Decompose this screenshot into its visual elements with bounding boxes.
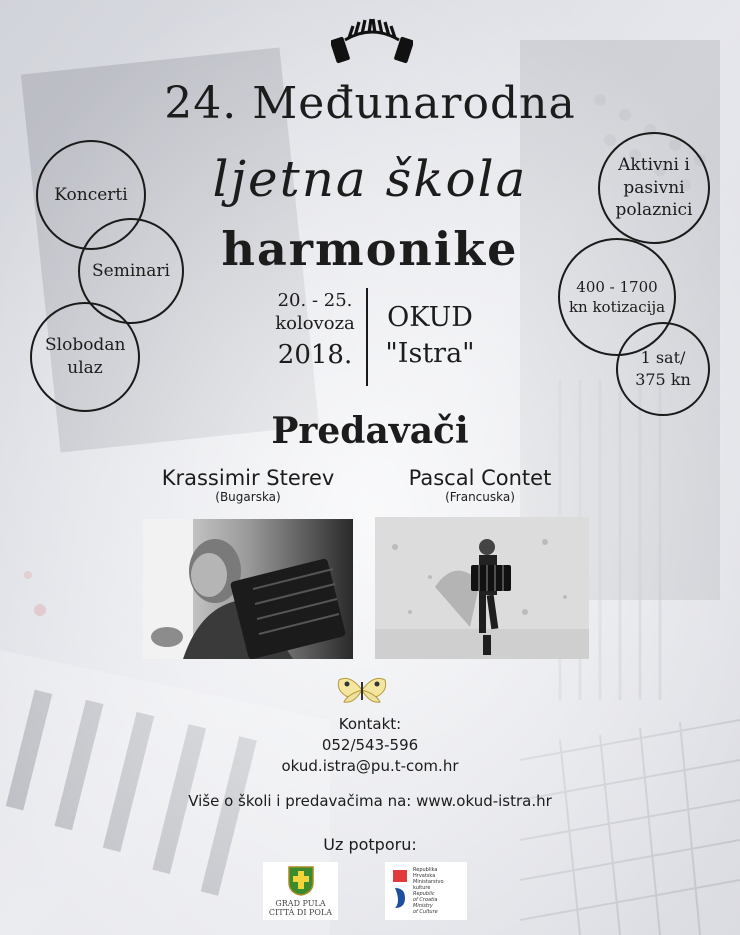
ministry-text-8: of Culture (413, 909, 438, 915)
ministry-text-2: Hrvatska (413, 873, 436, 879)
circle-sat-label: 1 sat/ 375 kn (635, 348, 691, 389)
circle-polaznici-label: Aktivni i pasivni polaznici (615, 154, 693, 221)
circle-koncerti-label: Koncerti (54, 184, 128, 205)
pula-logo (263, 862, 338, 920)
contact-label: Kontakt: (338, 715, 402, 733)
contact-email[interactable]: okud.istra@pu.t-com.hr (281, 757, 459, 775)
pula-coat-of-arms-icon (288, 866, 314, 896)
lecturer-2-photo (375, 517, 589, 659)
ministry-text-3: Ministarstvo (413, 879, 444, 885)
title-line-1: 24. Međunarodna (164, 78, 576, 129)
venue-line-2: "Istra" (385, 338, 475, 370)
lecturer-1-photo (143, 519, 353, 659)
lecturer-1-name: Krassimir Sterev (161, 466, 335, 490)
title-line-3: harmonike (221, 222, 519, 276)
dates-block (270, 290, 360, 372)
date-range: 20. - 25. (277, 290, 353, 311)
lecturer-2-name: Pascal Contet (408, 466, 552, 490)
lecturer-1-country: (Bugarska) (215, 490, 281, 504)
ministry-text-1: Republika (413, 867, 438, 873)
lecturer-2-country: (Francuska) (445, 490, 515, 504)
title-line-2: ljetna škola (212, 150, 528, 208)
date-year: 2018. (277, 340, 353, 370)
ministry-text-7: Ministry (413, 903, 433, 909)
venue-block (375, 300, 485, 373)
circle-sat (616, 322, 710, 416)
butterfly-icon (336, 674, 388, 706)
accordion-icon (331, 16, 413, 66)
ministry-logo (385, 862, 467, 920)
contact-phone[interactable]: 052/543-596 (321, 736, 419, 754)
circle-kotizacija-label: 400 - 1700 kn kotizacija (568, 277, 666, 316)
lecturers-heading: Predavači (271, 410, 469, 452)
pula-logo-line-2: CITTÀ DI POLA (268, 907, 333, 917)
support-label: Uz potporu: (323, 835, 417, 854)
contact-block (0, 714, 740, 777)
lecturer-2 (380, 466, 580, 504)
circle-polaznici (598, 132, 710, 244)
ministry-emblem-icon (391, 868, 411, 910)
date-month: kolovoza (275, 312, 355, 334)
circle-seminari-label: Seminari (92, 260, 170, 281)
ministry-text-5: Republic (413, 891, 435, 897)
ministry-text-4: kulture (413, 885, 431, 891)
ministry-text-6: of Croatia (413, 897, 438, 903)
dates-venue-divider (366, 288, 368, 386)
venue-line-1: OKUD (387, 302, 473, 333)
circle-slobodan-ulaz (30, 302, 140, 412)
circle-slobodan-ulaz-label: Slobodan ulaz (45, 335, 126, 378)
lecturer-1 (143, 466, 353, 504)
pula-logo-line-1: GRAD PULA (275, 899, 326, 908)
more-info-text[interactable]: Više o školi i predavačima na: www.okud-istra.hr (188, 792, 552, 810)
